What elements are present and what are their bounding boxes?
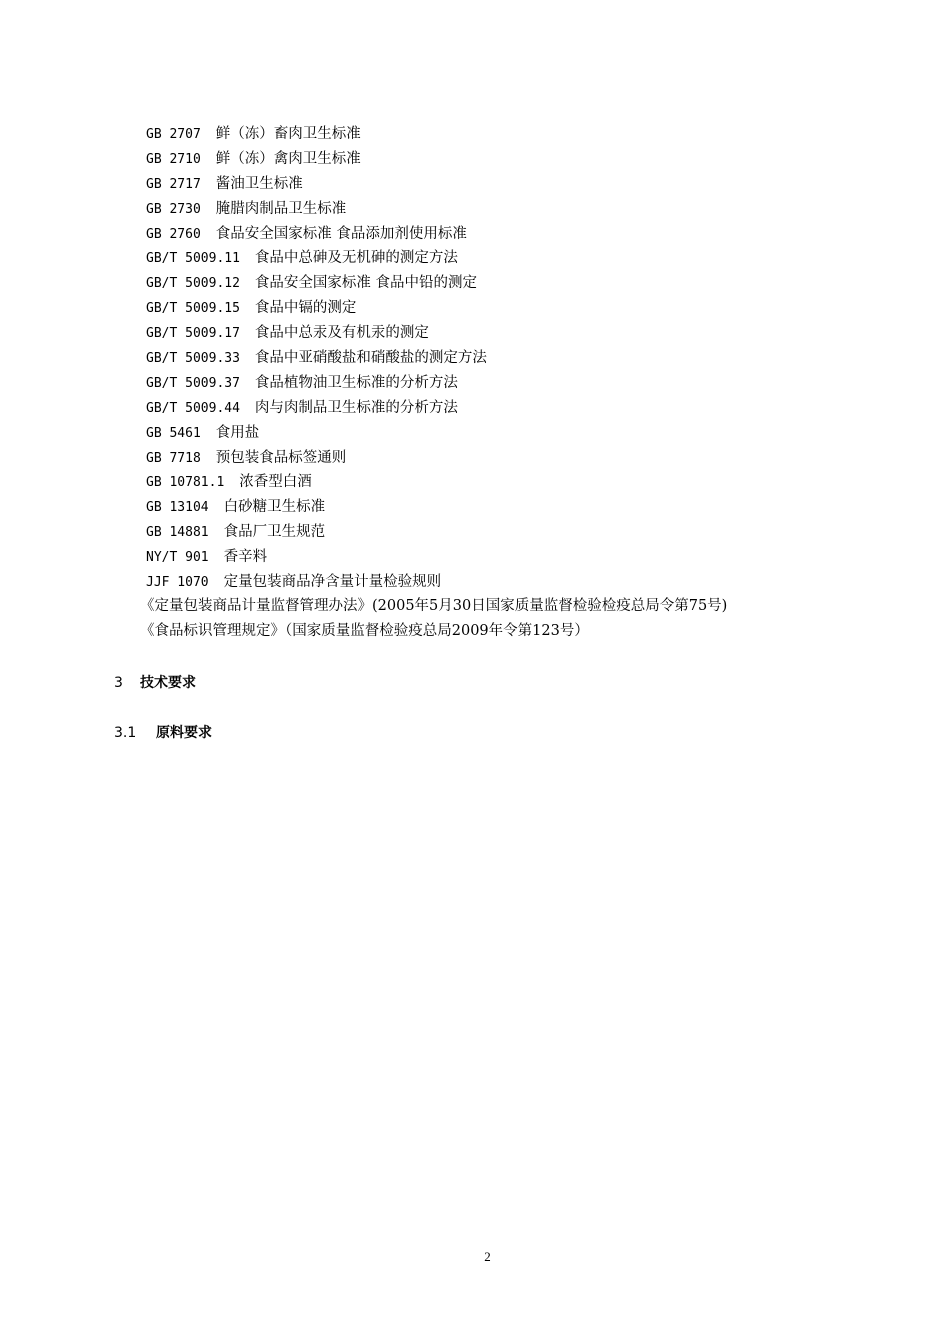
reference-code: GB/T 5009.12 [146,276,240,292]
reference-item [146,296,846,321]
reference-code: GB 7718 [146,450,201,466]
reference-title: 酱油卫生标准 [215,175,303,192]
reference-title: 食品中总汞及有机汞的测定 [254,325,429,342]
regulation-item: 《食品标识管理规定》（国家质量监督检验疫总局2009年令第123号） [140,622,589,639]
reference-title: 食品安全国家标准 食品中铅的测定 [254,275,478,292]
reference-item [146,246,846,271]
reference-title: 浓香型白酒 [239,474,312,491]
reference-item [146,371,846,396]
reference-code: GB 10781.1 [146,475,225,491]
reference-item [146,545,846,570]
reference-code: GB 2707 [146,127,201,142]
section-heading-3 [114,672,196,692]
reference-code: GB/T 5009.17 [146,326,240,342]
section-number: 3.1 [114,725,137,741]
reference-item [146,470,846,495]
section-heading-3-1 [114,722,212,742]
reference-item [146,122,846,147]
reference-title: 食品中镉的测定 [254,300,357,317]
normative-references-list [146,122,846,595]
reference-item [146,446,846,471]
reference-item [146,222,846,247]
reference-item [146,570,846,595]
reference-code: JJF 1070 [146,575,209,591]
reference-title: 肉与肉制品卫生标准的分析方法 [254,399,458,416]
reference-code: GB 2710 [146,151,201,167]
reference-code: NY/T 901 [146,550,209,566]
reference-title: 腌腊肉制品卫生标准 [215,200,347,217]
reference-title: 食用盐 [215,424,260,441]
reference-item [146,396,846,421]
reference-code: GB 2717 [146,176,201,192]
reference-title: 食品安全国家标准 食品添加剂使用标准 [215,225,467,242]
reference-item [146,495,846,520]
reference-code: GB 5461 [146,425,201,441]
reference-title: 食品厂卫生规范 [223,524,326,541]
reference-item [146,520,846,545]
regulation-item: 《定量包装商品计量监督管理办法》(2005年5月30日国家质量监督检验检疫总局令第75号) [140,598,728,614]
reference-item [146,271,846,296]
reference-code: GB 13104 [146,500,209,516]
reference-title: 定量包装商品净含量计量检验规则 [223,574,442,591]
reference-title: 预包装食品标签通则 [215,449,347,466]
reference-title: 香辛料 [223,549,268,566]
reference-code: GB/T 5009.44 [146,400,240,416]
page-number: 2 [484,1249,491,1264]
reference-code: GB/T 5009.11 [146,251,240,267]
reference-title: 白砂糖卫生标准 [223,499,326,516]
reference-code: GB 2730 [146,201,201,217]
reference-item [146,147,846,172]
reference-title: 鲜（冻）畜肉卫生标准 [215,126,361,142]
reference-code: GB/T 5009.37 [146,375,240,391]
reference-item [146,346,846,371]
reference-title: 鲜（冻）禽肉卫生标准 [215,150,361,167]
reference-code: GB 2760 [146,226,201,242]
section-number: 3 [114,675,123,691]
reference-item [146,172,846,197]
reference-title: 食品中亚硝酸盐和硝酸盐的测定方法 [254,350,487,367]
reference-item [146,321,846,346]
section-title: 技术要求 [140,675,196,691]
reference-code: GB 14881 [146,525,209,541]
reference-item [146,421,846,446]
regulations-list [140,594,880,644]
reference-code: GB/T 5009.33 [146,351,240,367]
reference-item [146,197,846,222]
reference-title: 食品植物油卫生标准的分析方法 [254,374,458,391]
reference-code: GB/T 5009.15 [146,301,240,317]
section-title: 原料要求 [156,725,212,741]
reference-title: 食品中总砷及无机砷的测定方法 [254,250,458,267]
